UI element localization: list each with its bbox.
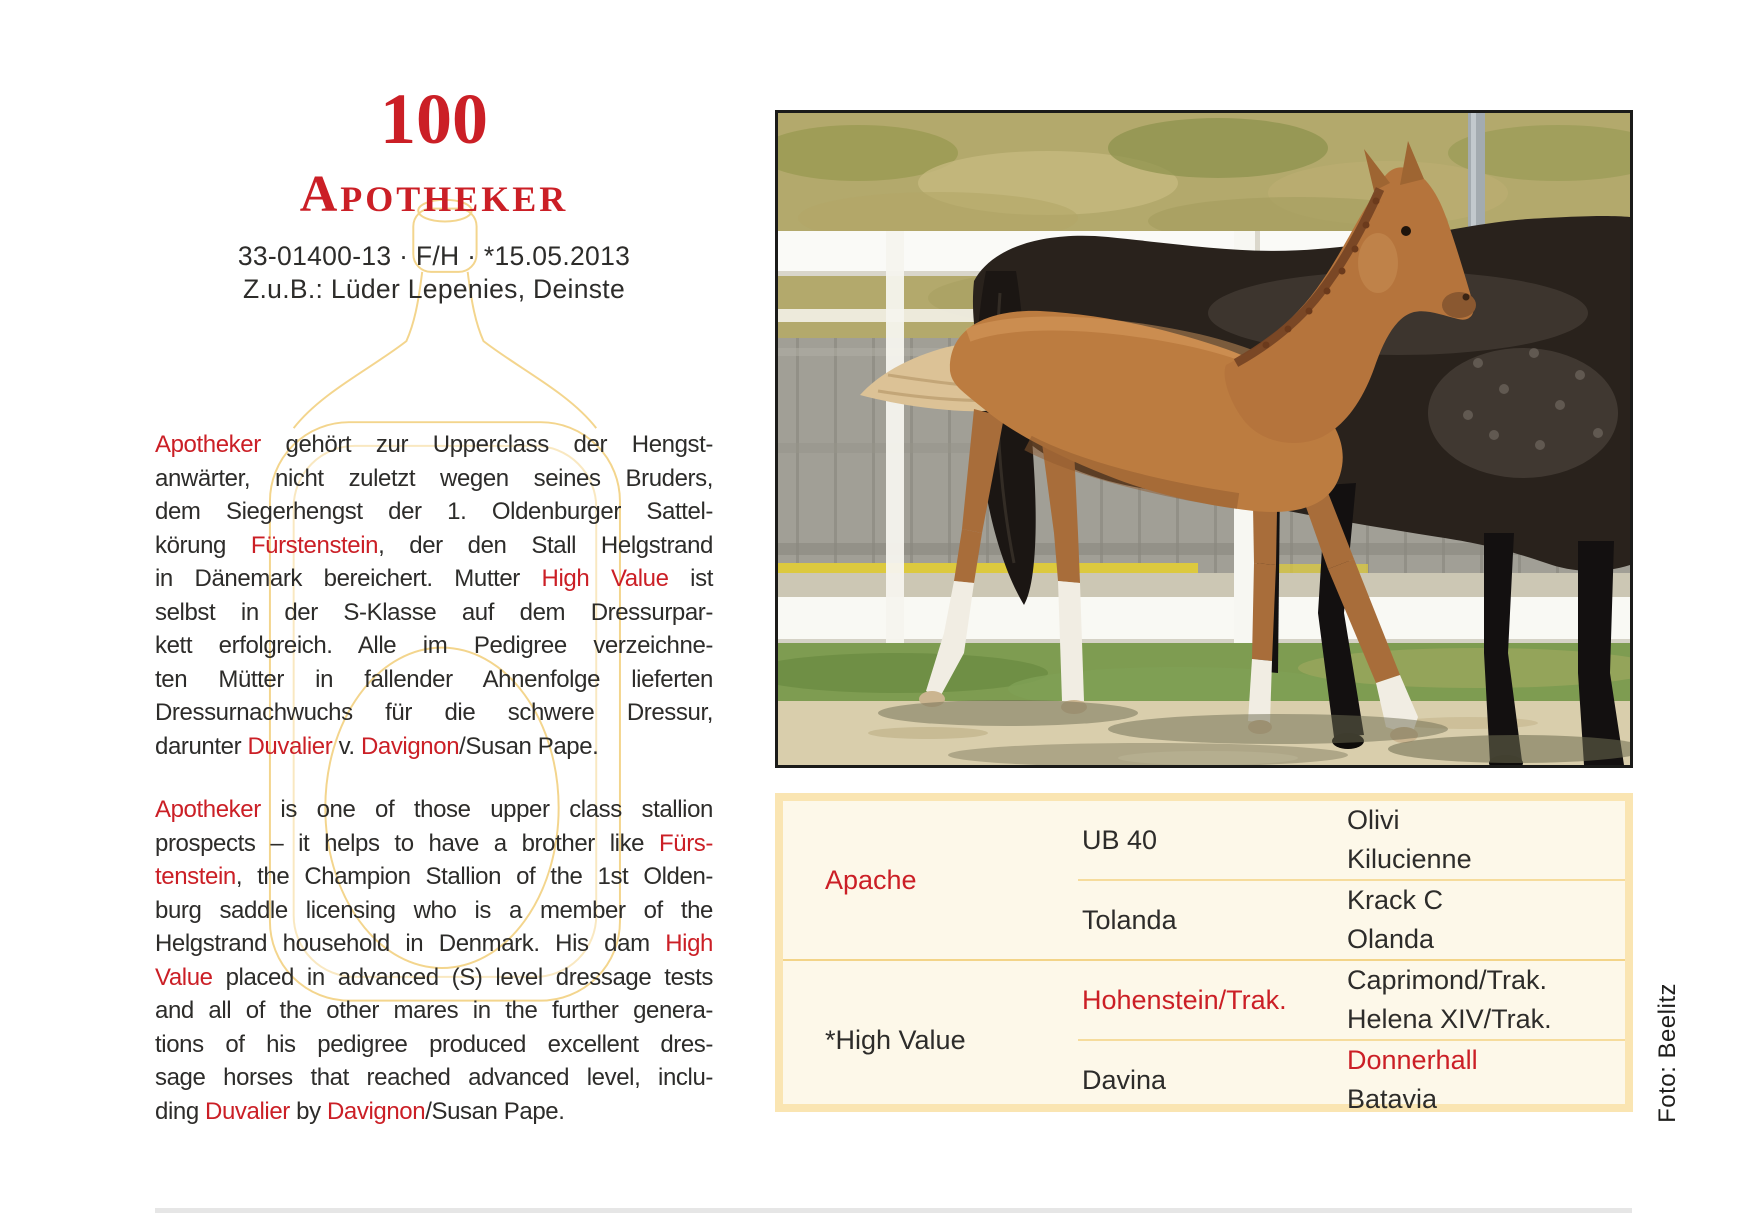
pedigree-name: Olivi	[1347, 805, 1400, 835]
pedigree-sire: Apache	[825, 864, 917, 895]
photo-credit-text: Foto: Beelitz	[1654, 983, 1681, 1123]
breeder-line: Z.u.B.: Lüder Lepenies, Deinste	[243, 274, 625, 305]
registration-block	[155, 240, 713, 306]
pedigree-cell: Davina	[1078, 1039, 1330, 1119]
page-footer-rule	[155, 1208, 1632, 1213]
pedigree-name: Kilucienne	[1347, 844, 1472, 874]
paragraph-line: prospects – it helps to have a brother like Fürs-	[155, 829, 713, 857]
pedigree-name: Batavia	[1347, 1084, 1438, 1114]
pedigree-table	[775, 793, 1633, 1112]
pedigree-cell: Tolanda	[1078, 879, 1330, 959]
pedigree-cell-pair	[1330, 959, 1625, 1039]
german-paragraph	[155, 428, 713, 763]
foal-photo	[775, 110, 1633, 768]
paragraph-line: tenstein, the Champion Stallion of the 1st Olden-	[155, 863, 713, 890]
paragraph-line: Dressurnachwuchs für die schwere Dressur,	[155, 699, 713, 726]
paragraph-line: tions of his pedigree produced excellent dres-	[155, 1030, 713, 1058]
pedigree-cell: Hohenstein/Trak.	[1078, 959, 1330, 1039]
paragraph-line: kett erfolgreich. Alle im Pedigree verzeichne-	[155, 632, 713, 659]
paragraph-line: körung Fürstenstein, der den Stall Helgstrand	[155, 531, 713, 559]
pedigree-name: Olanda	[1347, 924, 1435, 954]
pedigree-dam: *High Value	[783, 959, 1078, 1119]
horse-name-title: Apotheker	[299, 165, 569, 223]
pedigree-name: Caprimond/Trak.	[1347, 965, 1548, 995]
paragraph-line: dem Siegerhengst der 1. Oldenburger Sattel-	[155, 498, 713, 525]
paragraph-line: darunter Duvalier v. Davignon/Susan Pape.	[155, 732, 599, 760]
pedigree-cell-pair	[1330, 801, 1625, 879]
pedigree-name: Helena XIV/Trak.	[1347, 1004, 1552, 1034]
paragraph-line: Value placed in advanced (S) level dressage tests	[155, 963, 713, 991]
registration-line: 33-01400-13 · F/H · *15.05.2013	[237, 241, 631, 272]
paragraph-line: burg saddle licensing who is a member of the	[155, 896, 713, 924]
pedigree-cell-pair	[1330, 1039, 1625, 1119]
paragraph-line: ten Mütter in fallender Ahnenfolge lieferten	[155, 665, 713, 693]
paragraph-line: ding Duvalier by Davignon/Susan Pape.	[155, 1097, 565, 1125]
paragraph-line: in Dänemark bereichert. Mutter High Value ist	[155, 565, 713, 592]
photo-credit	[1650, 968, 1686, 1138]
pedigree-cell: UB 40	[1082, 824, 1158, 855]
pedigree-name: Donnerhall	[1347, 1045, 1478, 1075]
catalog-number: 100	[380, 79, 488, 159]
pedigree-cell-pair	[1330, 879, 1625, 959]
paragraph-line: selbst in der S-Klasse auf dem Dressurpar-	[155, 598, 713, 626]
header-block	[155, 79, 713, 306]
paragraph-line: Apotheker gehört zur Upperclass der Hengst-	[155, 431, 713, 458]
paragraph-line: and all of the other mares in the further genera-	[155, 997, 713, 1024]
paragraph-line: sage horses that reached advanced level, inclu-	[155, 1064, 713, 1091]
pedigree-name: Krack C	[1347, 885, 1444, 915]
paragraph-line: Apotheker is one of those upper class stallion	[155, 796, 713, 823]
paragraph-line: Helgstrand household in Denmark. His dam High	[155, 930, 713, 957]
paragraph-line: anwärter, nicht zuletzt wegen seines Bruders,	[155, 464, 713, 492]
english-paragraph	[155, 793, 713, 1128]
